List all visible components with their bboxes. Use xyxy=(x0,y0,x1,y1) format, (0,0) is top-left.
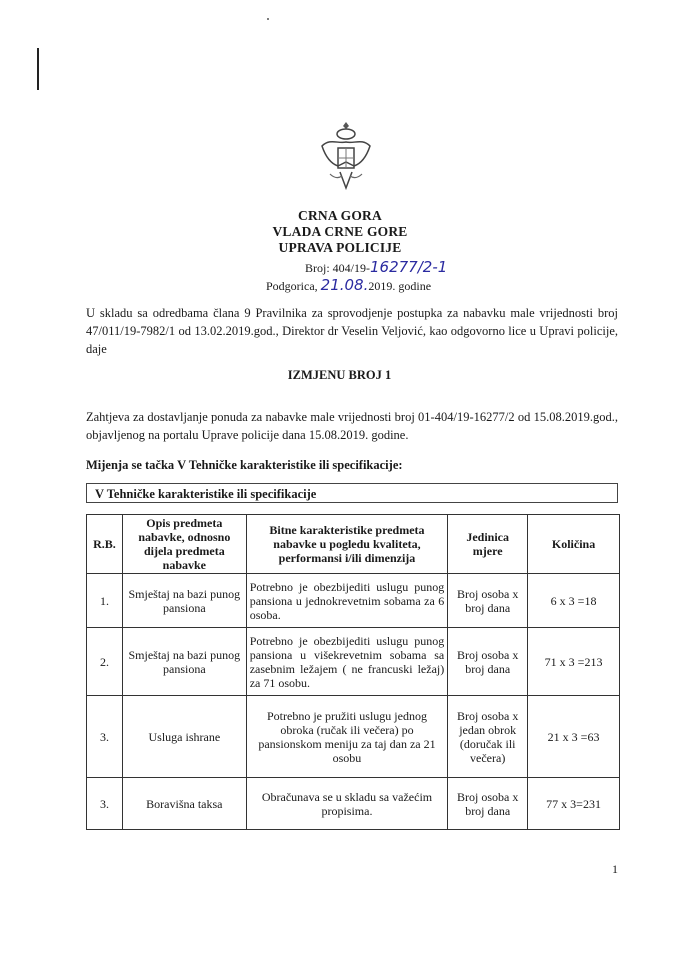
table-row xyxy=(87,696,620,778)
document-title: IZMJENU BROJ 1 xyxy=(287,368,392,382)
place-label: Podgorica, xyxy=(266,279,318,293)
cell-rb: 3. xyxy=(87,696,123,778)
reference-handwritten: 16277/2-1 xyxy=(370,258,448,276)
date-suffix: 2019. godine xyxy=(368,279,432,293)
header-opis: Opis predmeta nabavke, odnosno dijela predmeta nabavke xyxy=(122,515,246,574)
change-line: Mijenja se tačka V Tehničke karakteristike ili specifikacije: xyxy=(86,458,403,472)
header-government: VLADA CRNE GORE xyxy=(272,224,408,239)
cell-jedinica: Broj osoba x broj dana xyxy=(448,778,528,830)
cell-rb: 2. xyxy=(87,628,123,696)
cell-karakteristike: Potrebno je obezbijediti uslugu punog pansiona u jednokrevetnim sobama za 6 osoba. xyxy=(246,574,448,628)
cell-karakteristike: Potrebno je obezbijediti uslugu punog pansiona u višekrevetnim sobama sa zasebnim ležajem ( ne francuski ležaj) za 71 osobu. xyxy=(246,628,448,696)
table-row xyxy=(87,574,620,628)
date-handwritten: 21.08. xyxy=(320,276,369,294)
cell-opis: Smještaj na bazi punog pansiona xyxy=(122,574,246,628)
cell-rb: 3. xyxy=(87,778,123,830)
margin-mark xyxy=(37,48,39,90)
header-karakteristike: Bitne karakteristike predmeta nabavke u pogledu kvaliteta, performansi i/ili dimenzija xyxy=(246,515,448,574)
header-jedinica: Jedinica mjere xyxy=(448,515,528,574)
coat-of-arms-icon xyxy=(316,118,376,198)
cell-rb: 1. xyxy=(87,574,123,628)
table-row xyxy=(87,778,620,830)
cell-kolicina: 71 x 3 =213 xyxy=(528,628,620,696)
cell-kolicina: 21 x 3 =63 xyxy=(528,696,620,778)
cell-jedinica: Broj osoba x broj dana xyxy=(448,628,528,696)
cell-opis: Boravišna taksa xyxy=(122,778,246,830)
reference-number xyxy=(305,258,447,276)
reference-label: Broj: 404/19- xyxy=(305,261,370,275)
table-header-row xyxy=(87,515,620,574)
header-rb: R.B. xyxy=(87,515,123,574)
cell-jedinica: Broj osoba x broj dana xyxy=(448,574,528,628)
header-agency: UPRAVA POLICIJE xyxy=(278,240,402,255)
cell-kolicina: 77 x 3=231 xyxy=(528,778,620,830)
body-paragraph: Zahtjeva za dostavljanje ponuda za nabavke male vrijednosti broj 01-404/19-16277/2 od 15.08.2019.god., objavljenog na portalu Uprave policije dana 15.08.2019. godine. xyxy=(86,410,618,442)
cell-jedinica: Broj osoba x jedan obrok (doručak ili večera) xyxy=(448,696,528,778)
specification-table xyxy=(86,514,620,830)
table-row xyxy=(87,628,620,696)
cell-opis: Smještaj na bazi punog pansiona xyxy=(122,628,246,696)
page-number: 1 xyxy=(612,862,618,876)
place-date xyxy=(266,276,431,294)
intro-paragraph: U skladu sa odredbama člana 9 Pravilnika za sprovodjenje postupka za nabavku male vrijednosti broj 47/011/19-7982/1 od 13.02.2019.god., Direktor dr Veselin Veljović, kao odgovorno lice u Upravi policije, daje xyxy=(86,306,618,356)
cell-opis: Usluga ishrane xyxy=(122,696,246,778)
header-kolicina: Količina xyxy=(528,515,620,574)
cell-karakteristike: Obračunava se u skladu sa važećim propisima. xyxy=(246,778,448,830)
cell-kolicina: 6 x 3 =18 xyxy=(528,574,620,628)
section-title: V Tehničke karakteristike ili specifikacije xyxy=(86,483,618,503)
header-country: CRNA GORA xyxy=(298,208,382,223)
scan-speck xyxy=(267,18,269,20)
cell-karakteristike: Potrebno je pružiti uslugu jednog obroka (ručak ili večera) po pansionskom meniju za taj dan za 21 osobu xyxy=(246,696,448,778)
